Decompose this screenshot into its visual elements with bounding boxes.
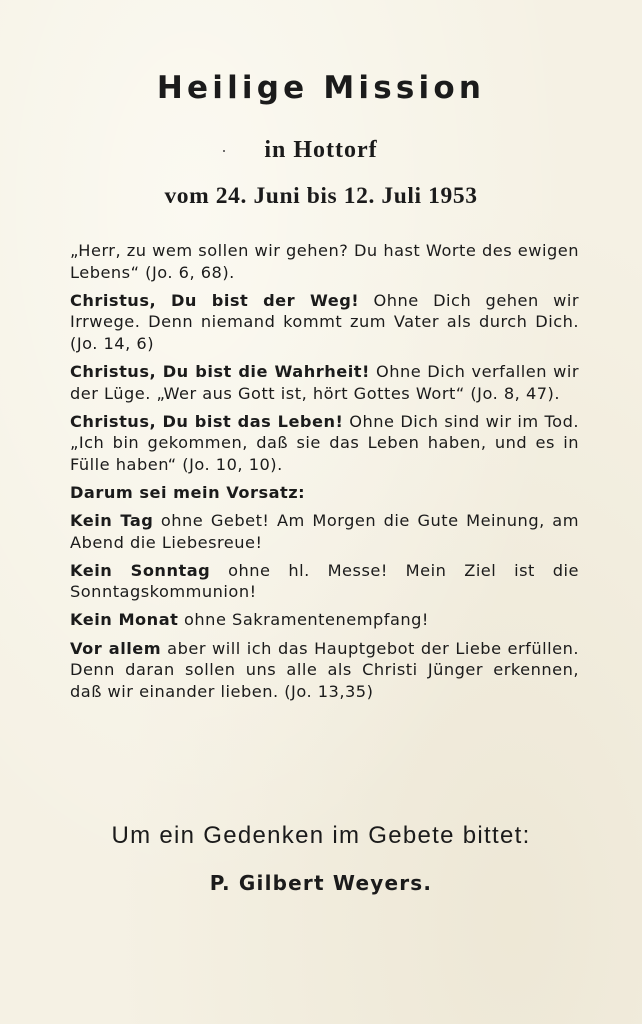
paragraph-heading: Kein Tag [70,511,154,531]
paragraph-text: aber will ich das Hauptgebot der Liebe erfüllen. Denn daran sollen uns alle als Christi Jünger erkennen, daß wir einander lieben. (Jo. 13,35) [70,638,579,701]
paragraph-heading: Kein Monat [70,610,179,630]
paragraph-heading: Christus, Du bist das Leben! [70,411,344,431]
closing-request: Um ein Gedenken im Gebete bittet: [111,822,531,849]
card-title: Heilige Mission [156,70,486,106]
paragraph-text: Ohne Dich verfallen wir der Lüge. „Wer aus Gott ist, hört Gottes Wort“ (Jo. 8, 47). [70,361,579,403]
paragraph-life [70,411,579,476]
paragraph-sunday [70,560,579,603]
paragraph-resolution [70,482,579,504]
paragraph-day [70,510,579,553]
paragraph-quote [70,240,579,283]
paragraph-heading: Darum sei mein Vorsatz: [70,482,306,502]
paragraph-text: „Herr, zu wem sollen wir gehen? Du hast Worte des ewigen Lebens“ (Jo. 6, 68). [70,241,579,282]
paragraph-heading: Christus, Du bist der Weg! [70,290,360,310]
paragraph-truth [70,361,579,404]
paragraph-text: ohne Gebet! Am Morgen die Gute Meinung, am Abend die Liebesreue! [70,511,579,552]
paragraph-heading: Kein Sonntag [70,560,211,580]
signature: P. Gilbert Weyers. [209,871,433,895]
paragraph-text: Ohne Dich sind wir im Tod. „Ich bin gekommen, daß sie das Leben haben, und es in Fülle haben“ (Jo. 10, 10). [70,411,579,474]
prayer-text [70,240,579,709]
paragraph-way [70,290,579,355]
paragraph-text: Ohne Dich gehen wir Irrwege. Denn niemand kommt zum Vater als durch Dich. (Jo. 14, 6) [70,290,579,353]
paragraph-love [70,638,579,703]
paragraph-month [70,609,579,631]
card-subtitle: in Hottorf [264,137,378,163]
paragraph-heading: Christus, Du bist die Wahrheit! [70,361,370,381]
paragraph-text: ohne Sakramentenempfang! [178,610,429,630]
mission-dates: vom 24. Juni bis 12. Juli 1953 [164,183,478,209]
paragraph-heading: Vor allem [70,638,162,658]
paragraph-text: ohne hl. Messe! Mein Ziel ist die Sonntagskommunion! [70,560,579,602]
